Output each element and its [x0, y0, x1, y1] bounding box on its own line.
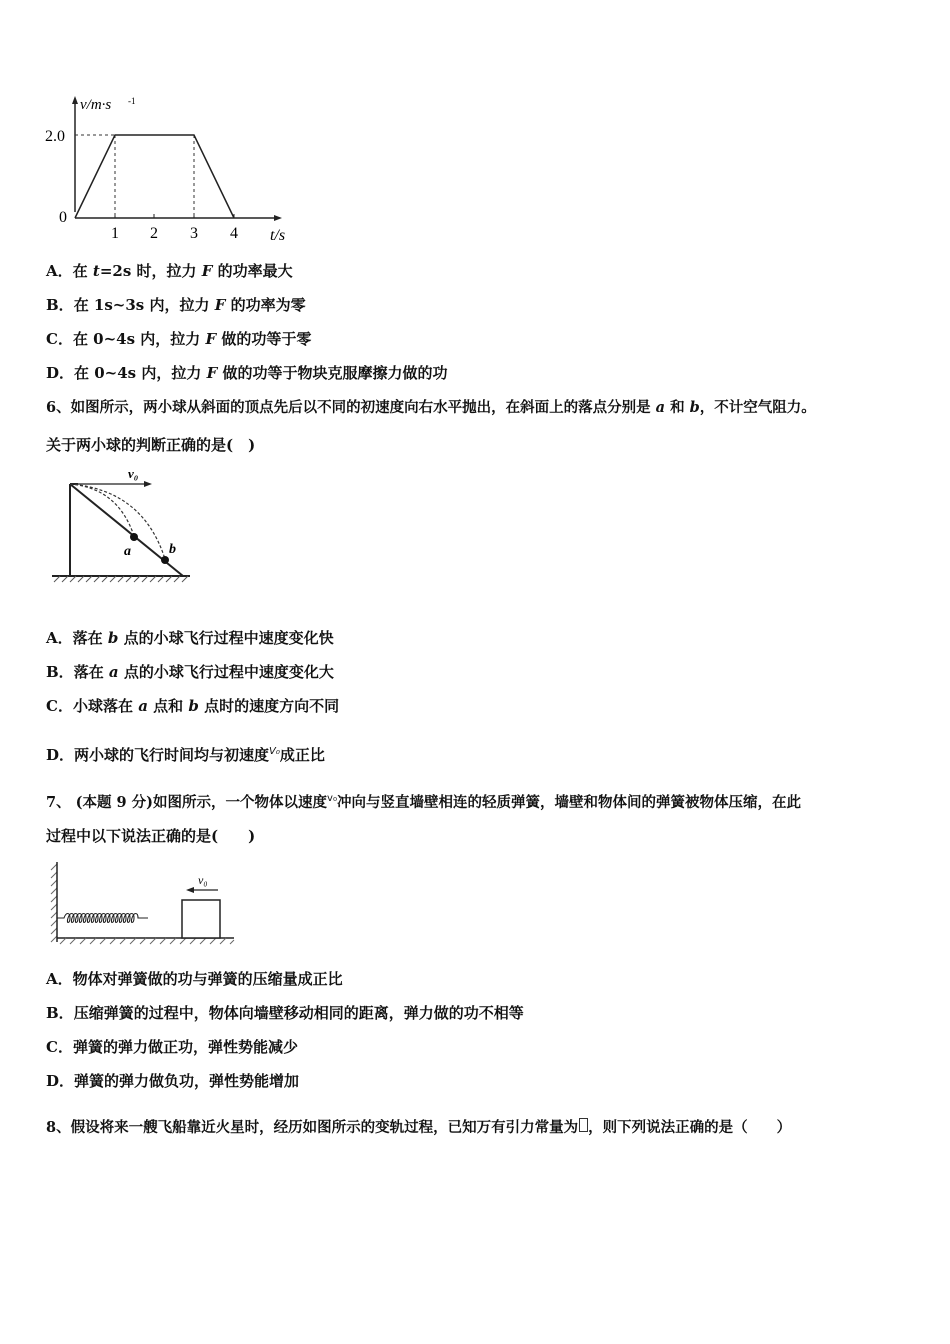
x-axis-label: t/s	[270, 227, 286, 244]
y-axis-sup: -1	[128, 96, 136, 106]
x-tick-4: 4	[230, 225, 238, 242]
q5-option-c[interactable]: C．在 0~4s 内，拉力 F 做的功等于零	[46, 330, 312, 348]
q7-option-b[interactable]: B．压缩弹簧的过程中，物体向墙壁移动相同的距离，弹力做的功不相等	[46, 1004, 524, 1022]
incline-figure	[48, 462, 198, 588]
q6-option-b[interactable]: B．落在 a 点的小球飞行过程中速度变化大	[46, 663, 334, 681]
q6-stem-line2: 关于两小球的判断正确的是( )	[46, 436, 256, 454]
origin-label: 0	[59, 209, 67, 226]
q7-option-c[interactable]: C．弹簧的弹力做正功，弹性势能减少	[46, 1038, 298, 1056]
q6-option-a[interactable]: A．落在 b 点的小球飞行过程中速度变化快	[46, 629, 334, 647]
x-tick-1: 1	[111, 225, 119, 242]
v0-label-2: v₀	[198, 873, 208, 887]
x-tick-3: 3	[190, 225, 198, 242]
q6-stem-line1: 6、如图所示，两小球从斜面的顶点先后以不同的初速度向右水平抛出，在斜面上的落点分别是 a 和 b，不计空气阻力。	[46, 399, 816, 416]
q6-option-c[interactable]: C．小球落在 a 点和 b 点时的速度方向不同	[46, 697, 340, 715]
q5-option-b[interactable]: B．在 1s~3s 内，拉力 F 的功率为零	[46, 296, 306, 314]
q8-stem: 8、假设将来一艘飞船靠近火星时，经历如图所示的变轨过程，已知万有引力常量为 ，则下列说法正确的是（ ）	[46, 1119, 792, 1136]
y-tick-label: 2.0	[45, 128, 65, 145]
q6-option-d[interactable]: D．两小球的飞行时间均与初速度$^{V_0}$成正比	[46, 746, 325, 764]
q7-option-a[interactable]: A．物体对弹簧做的功与弹簧的压缩量成正比	[46, 970, 343, 988]
x-tick-2: 2	[150, 225, 158, 242]
ball-b-label: b	[169, 542, 176, 557]
spring-figure	[48, 858, 240, 950]
q7-stem-line1: 7、 (本题 9 分)如图所示，一个物体以速度$^{v_0}$冲向与竖直墙壁相连的轻质弹簧，墙壁和物体间的弹簧被物体压缩，在此	[46, 793, 801, 811]
q5-option-d[interactable]: D．在 0~4s 内，拉力 F 做的功等于物块克服摩擦力做的功	[46, 364, 448, 382]
vt-graph	[40, 94, 310, 246]
q7-stem-line2: 过程中以下说法正确的是( )	[46, 827, 256, 845]
q5-option-a[interactable]: A．在 t=2s 时，拉力 F 的功率最大	[46, 262, 293, 280]
q7-option-d[interactable]: D．弹簧的弹力做负功，弹性势能增加	[46, 1072, 300, 1090]
missing-symbol-box	[579, 1118, 588, 1132]
v0-label: v₀	[128, 466, 139, 481]
y-axis-label: v/m·s	[80, 97, 112, 113]
ball-a-label: a	[124, 544, 131, 559]
